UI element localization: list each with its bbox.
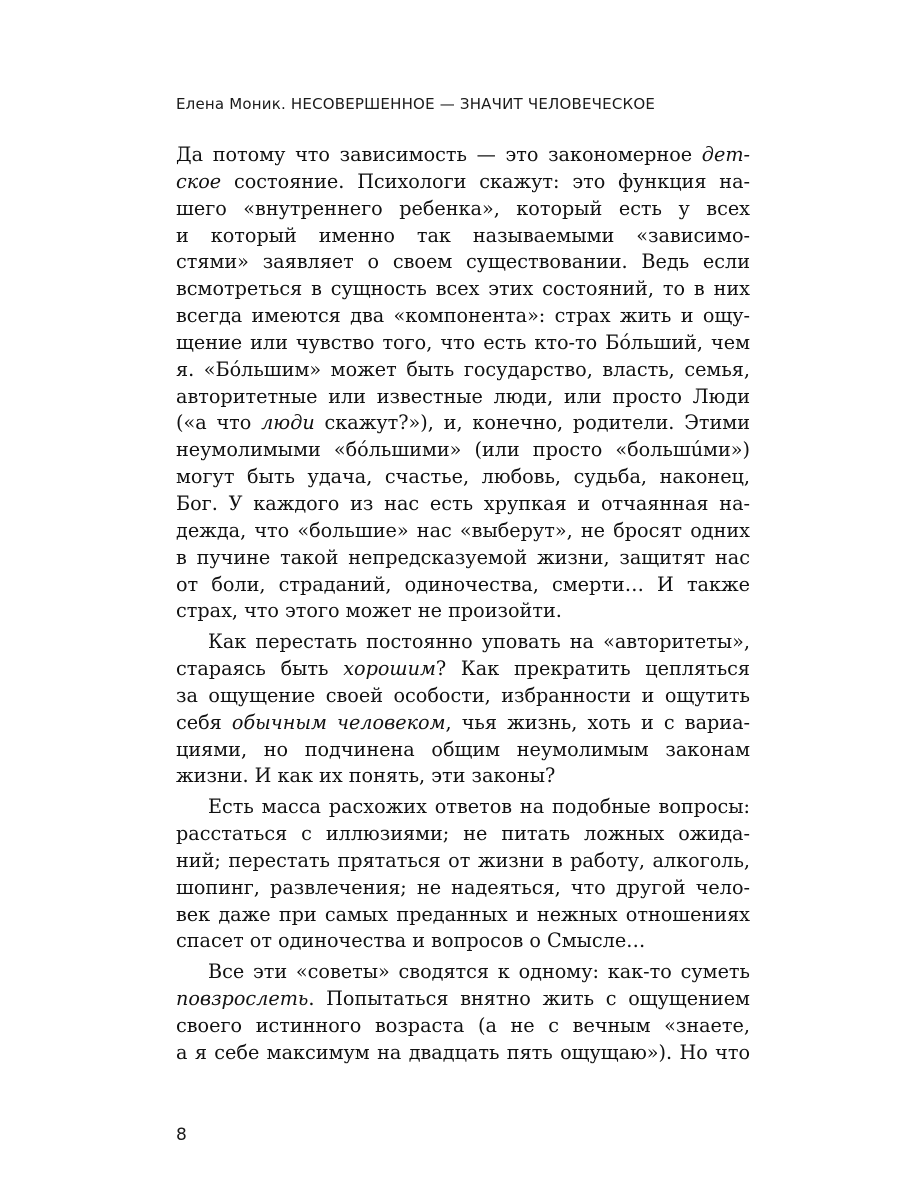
text-line: повзрослеть. Попытаться внятно жить с ощущением	[176, 987, 750, 1011]
text-line: я. «Бóльшим» может быть государство, власть, семья,	[176, 357, 750, 381]
text-line: («а что люди скажут?»), и, конечно, родители. Этими	[176, 411, 750, 435]
text-line: ний; перестать прятаться от жизни в работу, алкоголь,	[176, 848, 750, 872]
text-line: дежда, что «большие» нас «выберут», не бросят одних	[176, 518, 750, 542]
italic-emphasis: ское	[176, 169, 222, 193]
text-line: век даже при самых преданных и нежных отношениях	[176, 902, 750, 926]
italic-emphasis: повзрослеть	[176, 987, 309, 1011]
text-line: шего «внутреннего ребенка», который есть у всех	[176, 196, 750, 220]
text-line: страх, что этого может не произойти.	[176, 599, 562, 623]
italic-emphasis: хорошим	[343, 657, 436, 681]
text-line: циями, но подчинена общим неумолимым законам	[176, 737, 750, 761]
text-line: всегда имеются два «компонента»: страх жить и ощу-	[176, 304, 750, 328]
text-line: шопинг, развлечения; не надеяться, что другой чело-	[176, 875, 750, 899]
text-line: в пучине такой непредсказуемой жизни, защитят нас	[176, 545, 750, 569]
text-line: всмотреться в сущность всех этих состояний, то в них	[176, 277, 750, 301]
text-line: стараясь быть хорошим? Как прекратить цепляться	[176, 657, 750, 681]
text-line: а я себе максимум на двадцать пять ощущаю»). Но что	[176, 1040, 750, 1064]
italic-emphasis: люди	[261, 411, 315, 435]
text-line: своего истинного возраста (а не с вечным «знаете,	[176, 1014, 750, 1037]
text-line: расстаться с иллюзиями; не питать ложных ожида-	[176, 822, 750, 846]
text-line: спасет от одиночества и вопросов о Смысле…	[176, 929, 646, 953]
text-line: себя обычным человеком, чья жизнь, хоть и с вариа-	[176, 710, 751, 734]
text-line: авторитетные или известные люди, или просто Люди	[176, 384, 750, 408]
text-line: Как перестать постоянно уповать на «авторитеты»,	[208, 630, 750, 654]
text-line: Да потому что зависимость — это закономерное дет-	[176, 143, 750, 166]
text-line: Бог. У каждого из нас есть хрупкая и отчаянная на-	[176, 491, 750, 515]
text-line: от боли, страданий, одиночества, смерти… И также	[176, 572, 750, 596]
text-line: за ощущение своей особости, избранности и ощутить	[176, 683, 750, 707]
running-header: Елена Моник. НЕСОВЕРШЕННОЕ — ЗНАЧИТ ЧЕЛОВЕЧЕСКОЕ	[176, 95, 656, 113]
text-line: щение или чувство того, что есть кто-то Бóльший, чем	[176, 330, 750, 354]
text-line: стями» заявляет о своем существовании. Ведь если	[176, 250, 750, 274]
italic-emphasis: дет-	[701, 143, 750, 166]
text-line: ское состояние. Психологи скажут: это функция на-	[176, 169, 750, 193]
text-line: могут быть удача, счастье, любовь, судьба, наконец,	[176, 465, 750, 489]
text-line: Есть масса расхожих ответов на подобные вопросы:	[208, 795, 750, 819]
page-number: 8	[176, 1125, 187, 1145]
body-text	[176, 142, 750, 1067]
text-line: и который именно так называемыми «зависимо-	[176, 223, 750, 247]
italic-emphasis: обычным человеком	[231, 710, 446, 734]
text-line: Все эти «советы» сводятся к одному: как-то суметь	[208, 960, 750, 984]
text-line: неумолимыми «бóльшими» (или просто «большúми»)	[176, 438, 750, 462]
text-line: жизни. И как их понять, эти законы?	[176, 764, 556, 788]
